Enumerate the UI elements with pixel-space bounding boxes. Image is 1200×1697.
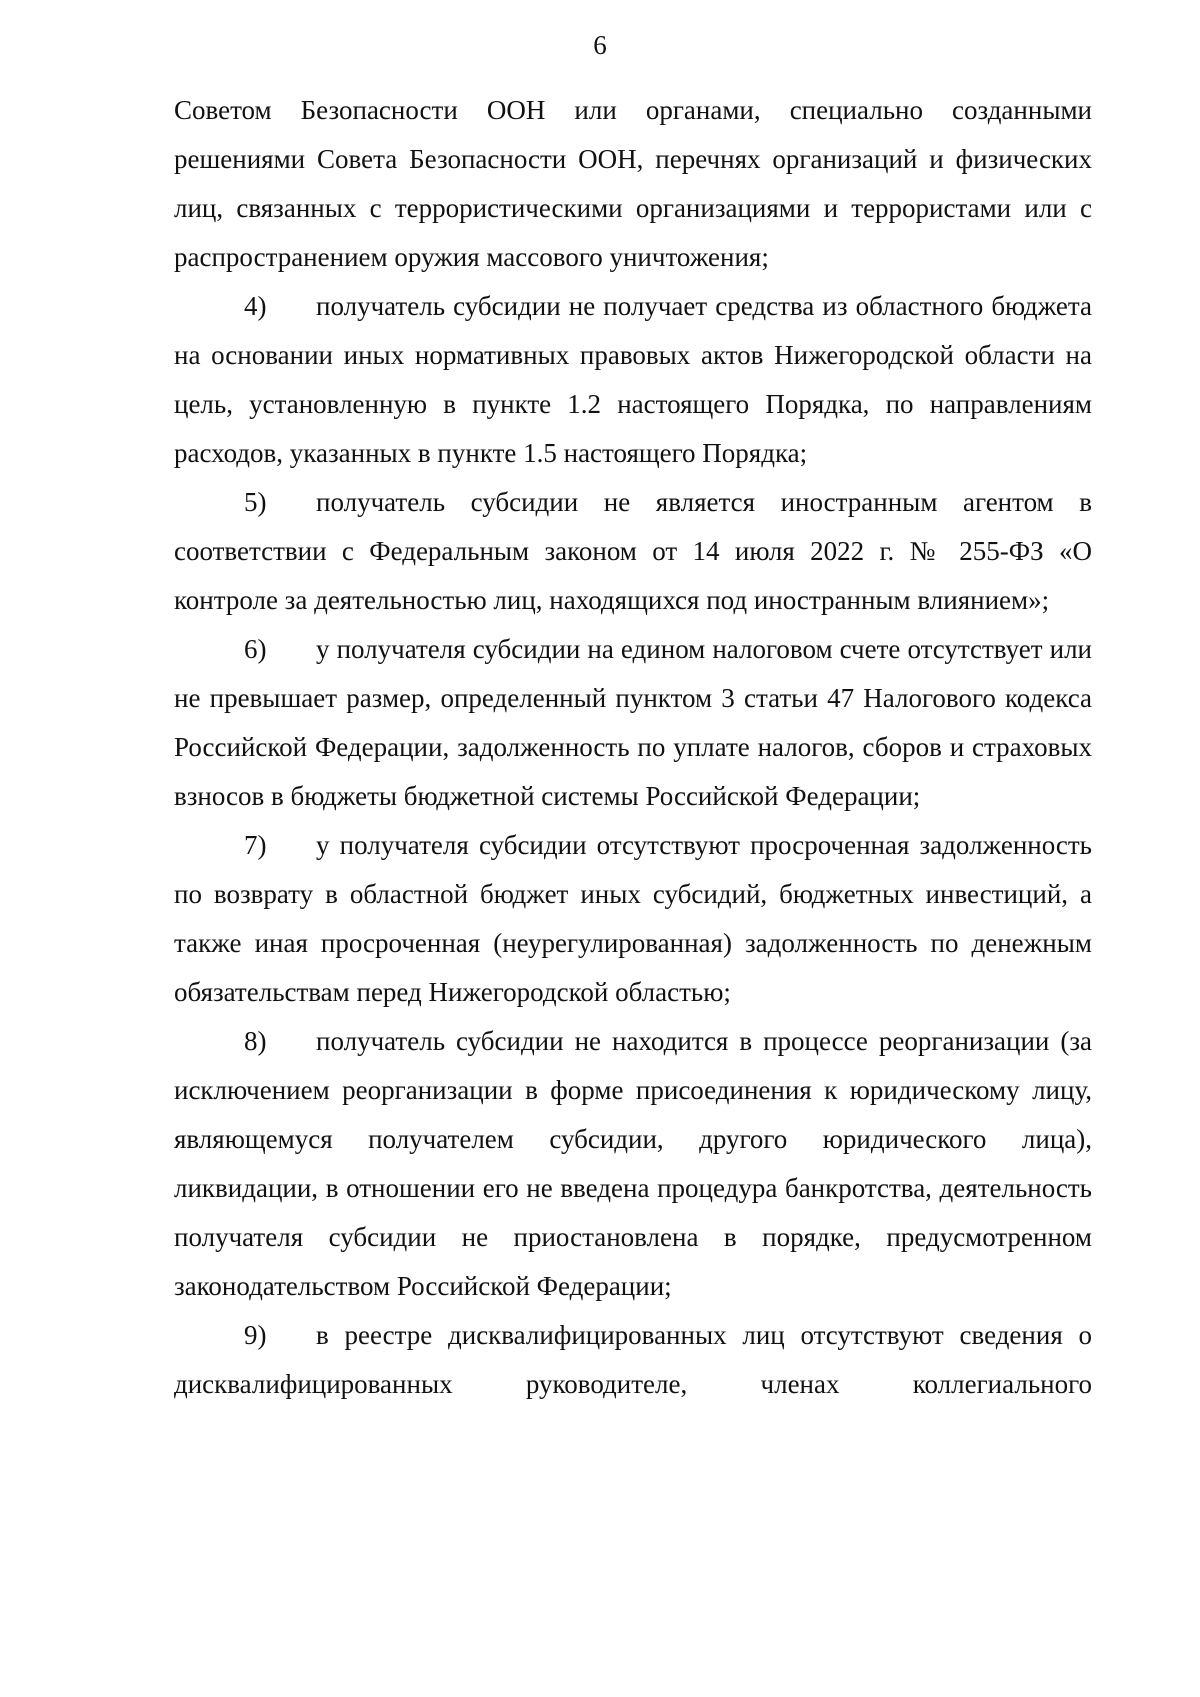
list-item-text: у получателя субсидии на едином налоговом счете отсутствует или не превышает размер, определенный пунктом 3 статьи 47 Налогового кодекса Российской Федерации, задолженность по уплате налогов, сборов и страховых взносов в бюджеты бюджетной системы Российской Федерации;	[174, 634, 1092, 811]
list-item-9	[174, 1311, 1092, 1409]
list-item-number: 7)	[244, 830, 267, 860]
list-item-7	[174, 821, 1092, 1017]
list-item-number: 4)	[244, 291, 267, 321]
list-item-8	[174, 1017, 1092, 1311]
list-item-text: получатель субсидии не получает средства из областного бюджета на основании иных нормативных правовых актов Нижегородской области на цель, установленную в пункте 1.2 настоящего Порядка, по направлениям расходов, указанных в пункте 1.5 настоящего Порядка;	[174, 291, 1092, 468]
document-body	[174, 86, 1092, 1409]
list-item-text: получатель субсидии не находится в процессе реорганизации (за исключением реорганизации в форме присоединения к юридическому лицу, являющемуся получателем субсидии, другого юридического лица), ликвидации, в отношении его не введена процедура банкротства, деятельность получателя субсидии не приостановлена в порядке, предусмотренном законодательством Российской Федерации;	[174, 1026, 1092, 1301]
paragraph-continuation	[174, 86, 1092, 282]
list-item-6	[174, 625, 1092, 821]
list-item-text: у получателя субсидии отсутствуют просроченная задолженность по возврату в областной бюджет иных субсидий, бюджетных инвестиций, а также иная просроченная (неурегулированная) задолженность по денежным обязательствам перед Нижегородской областью;	[174, 830, 1092, 1007]
list-item-text: получатель субсидии не является иностранным агентом в соответствии с Федеральным законом от 14 июля 2022 г. № 255-ФЗ «О контроле за деятельностью лиц, находящихся под иностранным влиянием»;	[174, 487, 1092, 615]
list-item-number: 6)	[244, 634, 267, 664]
list-item-number: 8)	[244, 1026, 267, 1056]
list-item-text: в реестре дисквалифицированных лиц отсутствуют сведения о дисквалифицированных руководителе, членах коллегиального	[174, 1320, 1092, 1399]
list-item-4	[174, 282, 1092, 478]
list-item-5	[174, 478, 1092, 625]
paragraph-text: Советом Безопасности ООН или органами, специально созданными решениями Совета Безопасности ООН, перечнях организаций и физических лиц, связанных с террористическими организациями и террористами или с распространением оружия массового уничтожения;	[174, 95, 1092, 272]
list-item-number: 5)	[244, 487, 267, 517]
list-item-number: 9)	[244, 1320, 267, 1350]
page-number: 6	[593, 30, 607, 60]
